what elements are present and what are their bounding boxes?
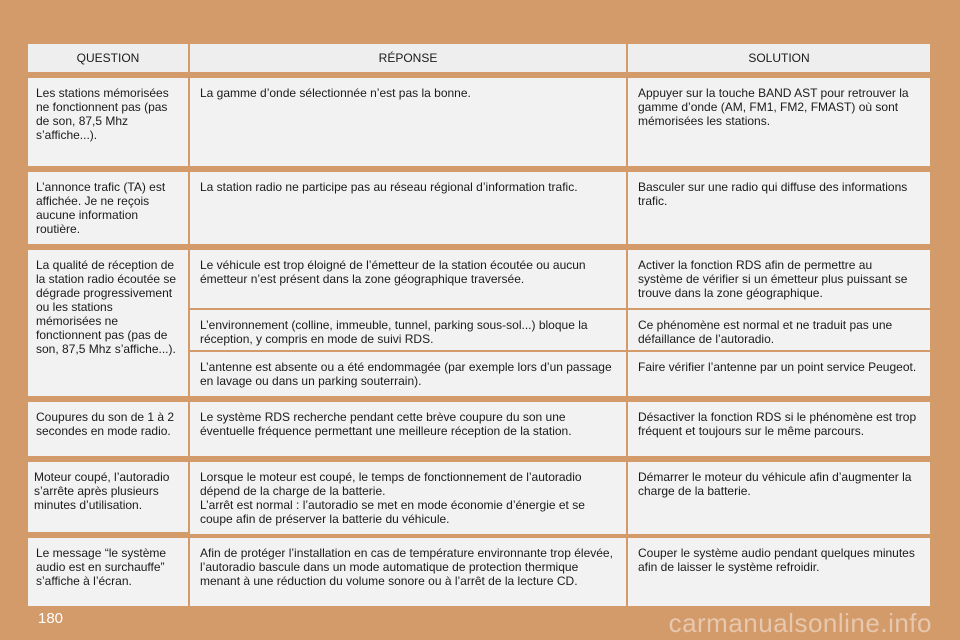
header-answer: RÉPONSE [190,44,628,72]
answer-row [190,172,930,244]
table-row [28,172,930,244]
solution-cell: Basculer sur une radio qui diffuse des informations trafic. [628,172,930,244]
table-row [28,402,930,456]
answer-cell: La gamme d’onde sélectionnée n’est pas la bonne. [190,78,628,166]
table-row [28,250,930,396]
question-cell: L’annonce trafic (TA) est affichée. Je ne reçois aucune information routière. [28,172,190,244]
troubleshooting-table [28,44,930,612]
answer-cell: Afin de protéger l’installation en cas de température environnante trop élevée, l’autoradio bascule dans un mode automatique de protection thermique menant à une réduction du volume sonore ou à l’arrêt de la lecture CD. [190,538,628,606]
page-number: 180 [38,610,64,627]
table-row [28,538,930,606]
table-row [28,462,930,532]
question-cell: Moteur coupé, l’autoradio s’arrête après plusieurs minutes d’utilisation. [28,462,190,532]
answer-row [190,462,930,534]
question-cell: La qualité de réception de la station radio écoutée se dégrade progressivement ou les stations mémorisées ne fonctionnent pas (pas de son, 87,5 Mhz s’affiche...). [28,250,190,396]
solution-cell: Démarrer le moteur du véhicule afin d’augmenter la charge de la batterie. [628,462,930,534]
answer-cell: Le système RDS recherche pendant cette brève coupure du son une éventuelle fréquence permettant une meilleure réception de la station. [190,402,628,456]
answer-cell: Le véhicule est trop éloigné de l’émetteur de la station écoutée ou aucun émetteur n’est présent dans la zone géographique traversée. [190,250,628,308]
answer-row [190,78,930,166]
solution-cell: Couper le système audio pendant quelques minutes afin de laisser le système refroidir. [628,538,930,606]
answer-row [190,308,930,350]
answer-row [190,250,930,308]
question-cell: Les stations mémorisées ne fonctionnent pas (pas de son, 87,5 Mhz s’affiche...). [28,78,190,166]
question-cell: Le message “le système audio est en surchauffe” s’affiche à l’écran. [28,538,190,606]
solution-cell: Désactiver la fonction RDS si le phénomène est trop fréquent et toujours sur le même parcours. [628,402,930,456]
solution-cell: Activer la fonction RDS afin de permettre au système de vérifier si un émetteur plus puissant se trouve dans la zone géographique. [628,250,930,308]
watermark: carmanualsonline.info [668,608,932,638]
solution-cell: Appuyer sur la touche BAND AST pour retrouver la gamme d’onde (AM, FM1, FM2, FMAST) où sont mémorisées les stations. [628,78,930,166]
answer-row [190,350,930,396]
solution-cell: Ce phénomène est normal et ne traduit pas une défaillance de l’autoradio. [628,310,930,350]
table-header [28,44,930,72]
answer-cell: L’antenne est absente ou a été endommagée (par exemple lors d’un passage en lavage ou dans un parking souterrain). [190,352,628,396]
answer-cell: Lorsque le moteur est coupé, le temps de fonctionnement de l’autoradio dépend de la charge de la batterie. L’arrêt est normal : l’autoradio se met en mode économie d’énergie et se coupe afin de préserver la batterie du véhicule. [190,462,628,534]
header-question: QUESTION [28,44,190,72]
answer-cell: La station radio ne participe pas au réseau régional d’information trafic. [190,172,628,244]
solution-cell: Faire vérifier l’antenne par un point service Peugeot. [628,352,930,396]
answer-row [190,538,930,606]
answer-cell: L’environnement (colline, immeuble, tunnel, parking sous-sol...) bloque la réception, y compris en mode de suivi RDS. [190,310,628,350]
header-solution: SOLUTION [628,44,930,72]
table-row [28,78,930,166]
question-cell: Coupures du son de 1 à 2 secondes en mode radio. [28,402,190,456]
answer-row [190,402,930,456]
